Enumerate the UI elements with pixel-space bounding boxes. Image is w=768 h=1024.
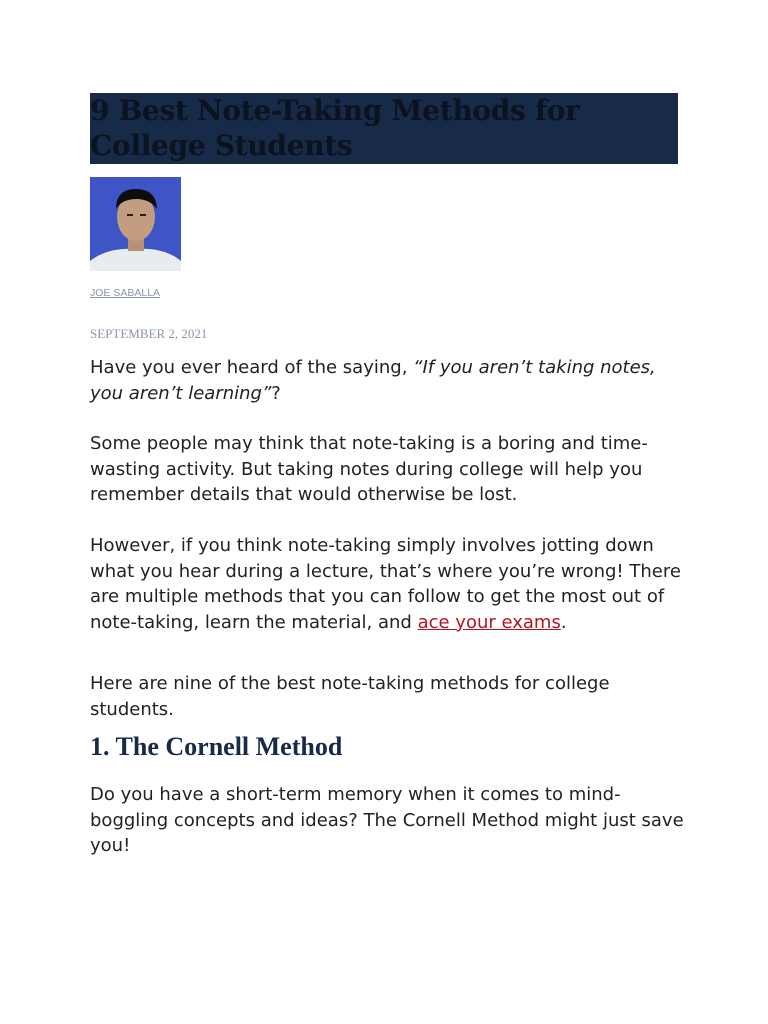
section-heading-cornell: 1. The Cornell Method — [90, 732, 343, 761]
author-link[interactable]: JOE SABALLA — [90, 287, 161, 299]
paragraph-4: Here are nine of the best note-taking methods for college students. — [90, 673, 610, 720]
paragraph-3-end: . — [560, 611, 567, 633]
intro-paragraph — [90, 355, 690, 406]
ace-exams-link[interactable]: ace your exams — [417, 611, 561, 633]
article-title: 9 Best Note-Taking Methods for College Students — [90, 94, 580, 162]
publish-date: SEPTEMBER 2, 2021 — [90, 326, 208, 341]
cornell-paragraph: Do you have a short-term memory when it comes to mind-boggling concepts and ideas? The Cornell Method might just save you! — [90, 784, 684, 856]
paragraph-3-text: However, if you think note-taking simply involves jotting down what you hear during a lecture, that’s where you’re wrong! There are multiple methods that you can follow to get the most out of note-taking, learn the material, and — [90, 535, 681, 633]
paragraph-3 — [90, 533, 690, 635]
author-photo — [90, 177, 181, 271]
author-avatar — [90, 177, 181, 271]
intro-end: ? — [271, 382, 281, 404]
intro-quote: “If you aren’t taking notes, you aren’t learning” — [90, 357, 656, 404]
paragraph-2: Some people may think that note-taking is a boring and time-wasting activity. But taking notes during college will help you remember details that would otherwise be lost. — [90, 433, 648, 505]
intro-text: Have you ever heard of the saying, — [90, 357, 414, 378]
